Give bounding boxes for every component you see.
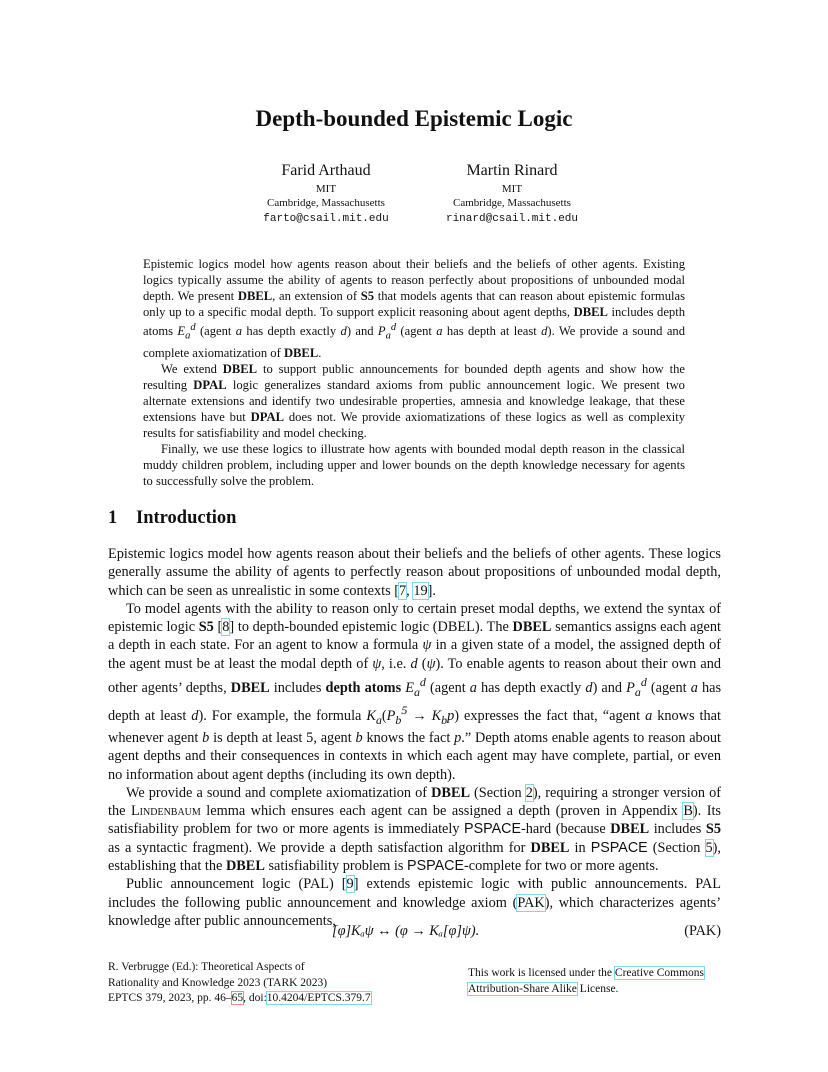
body-paragraph: Epistemic logics model how agents reason about their beliefs and the beliefs of other agents. These logics generally assume the ability of agents to perfectly reason about propositions of unbounded modal depth, which can be seen as unrealistic in some contexts [7, 19]. xyxy=(108,546,721,599)
body-text xyxy=(108,545,721,930)
abstract-paragraph: Epistemic logics model how agents reason about their beliefs and the beliefs of other agents. Existing logics typically assume the ability of agents to reason perfectly about propositions of unbounded modal depth. We present DBEL, an extension of S5 that models agents that can reason about epistemic formulas only up to a specific modal depth. To support explicit reasoning about agent depths, DBEL includes depth atoms $E_a^d$ (agent a has depth exactly d) and $P_a^d$ (agent a has depth at least d). We provide a sound and complete axiomatization of DBEL. xyxy=(143,257,686,360)
section-link[interactable]: 5 xyxy=(705,839,713,856)
body-paragraph: We provide a sound and complete axiomatization of DBEL (Section 2), requiring a stronger version of the Lindenbaum lemma which ensures each agent can be assigned a depth (proven in Appendix B). Its satisfiability problem for two or more agents is immediately PSPACE-hard (because DBEL includes S5 as a syntactic fragment). We provide a depth satisfaction algorithm for DBEL in PSPACE (Section 5), establishing that the DBEL satisfiability problem is PSPACE-complete for two or more agents. xyxy=(108,784,722,874)
section-number: 1 xyxy=(108,508,118,528)
author-email[interactable]: farto@csail.mit.edu xyxy=(263,213,389,225)
author-name: Farid Arthaud xyxy=(281,162,371,179)
body-paragraph: To model agents with the ability to reason only to certain preset modal depths, we extend the syntax of epistemic logic S5 [8] to depth-bounded epistemic logic (DBEL). The DBEL semantics assigns each agent a depth in each state. For an agent to know a formula ψ in a given state of a model, the assigned depth of the agent must be at least the modal depth of ψ, i.e. d (ψ). To enable agents to reason about their own and other agents’ depths, DBEL includes depth atoms $E_a^d$ (agent a has depth exactly d) and $P_a^d$ (agent a has depth at least d). For example, the formula $K_a(P_b^5 \to K_bp)$ expresses the fact that, “agent a knows that whenever agent b is depth at least 5, agent b knows the fact p.” Depth atoms enable agents to reason about agent depths and their consequences in contexts in which each agent may have complete, partial, or even no information about agent depths (including its own depth). xyxy=(108,600,722,783)
footer-line: Rationality and Knowledge 2023 (TARK 2023) xyxy=(108,976,328,989)
footer-line: R. Verbrugge (Ed.): Theoretical Aspects of xyxy=(108,961,305,973)
footer-doi-label: , doi: xyxy=(243,992,267,1004)
publication-info xyxy=(108,960,408,1007)
license-prefix: This work is licensed under the xyxy=(468,967,615,979)
license-suffix: License. xyxy=(576,982,619,995)
doi-link[interactable]: 10.4204/EPTCS.379.7 xyxy=(266,992,371,1004)
citation-link[interactable]: 9 xyxy=(346,876,354,893)
author-affiliation: MIT xyxy=(315,183,337,195)
last-page-link[interactable]: 65 xyxy=(231,992,244,1004)
author-email[interactable]: rinard@csail.mit.edu xyxy=(445,213,579,225)
citation-link[interactable]: 8 xyxy=(222,619,230,636)
license-link[interactable]: Attribution-Share Alike xyxy=(468,982,577,995)
author-location: Cambridge, Massachusetts xyxy=(453,197,571,209)
author-affiliation: MIT xyxy=(501,183,523,195)
axiom-link[interactable]: PAK xyxy=(517,894,545,911)
author-block xyxy=(402,160,622,228)
author-location: Cambridge, Massachusetts xyxy=(267,197,385,209)
license-link[interactable]: Creative Commons xyxy=(614,967,705,979)
section-link[interactable]: 2 xyxy=(525,784,533,801)
equation-tag: (PAK) xyxy=(684,923,721,939)
license-info xyxy=(468,966,728,997)
license-line xyxy=(468,982,728,998)
footer-line xyxy=(108,991,408,1007)
citation-link[interactable]: 7 xyxy=(399,582,407,599)
abstract-paragraph: Finally, we use these logics to illustrate how agents with bounded modal depth reason in the classical muddy children problem, including upper and lower bounds on the depth knowledge necessary for agents to successfully solve the problem. xyxy=(143,441,685,488)
citation-link[interactable]: 19 xyxy=(413,582,428,599)
appendix-link[interactable]: B xyxy=(683,803,693,820)
section-heading xyxy=(108,508,236,529)
body-paragraph: Public announcement logic (PAL) [9] extends epistemic logic with public announcements. PAL includes the following public announcement and knowledge axiom (PAK), which characterizes agents’ knowledge after public announcements, xyxy=(108,876,721,929)
footer-pages: EPTCS 379, 2023, pp. 46– xyxy=(108,992,232,1004)
abstract xyxy=(143,256,685,489)
author-name: Martin Rinard xyxy=(466,162,558,179)
license-line xyxy=(468,966,728,982)
section-title: Introduction xyxy=(136,508,237,528)
equation-formula: [φ]Kₐψ ↔ (φ → Kₐ[φ]ψ). xyxy=(332,923,480,939)
abstract-paragraph: We extend DBEL to support public announcements for bounded depth agents and show how the resulting DPAL logic generalizes standard axioms from public announcement logic. We present two alternate extensions and identify two undesirable properties, amnesia and knowledge leakage, that these extensions have but DPAL does not. We provide axiomatizations of these logics as well as complexity results for satisfiability and model checking. xyxy=(143,361,686,440)
paper-title: Depth-bounded Epistemic Logic xyxy=(255,106,573,131)
